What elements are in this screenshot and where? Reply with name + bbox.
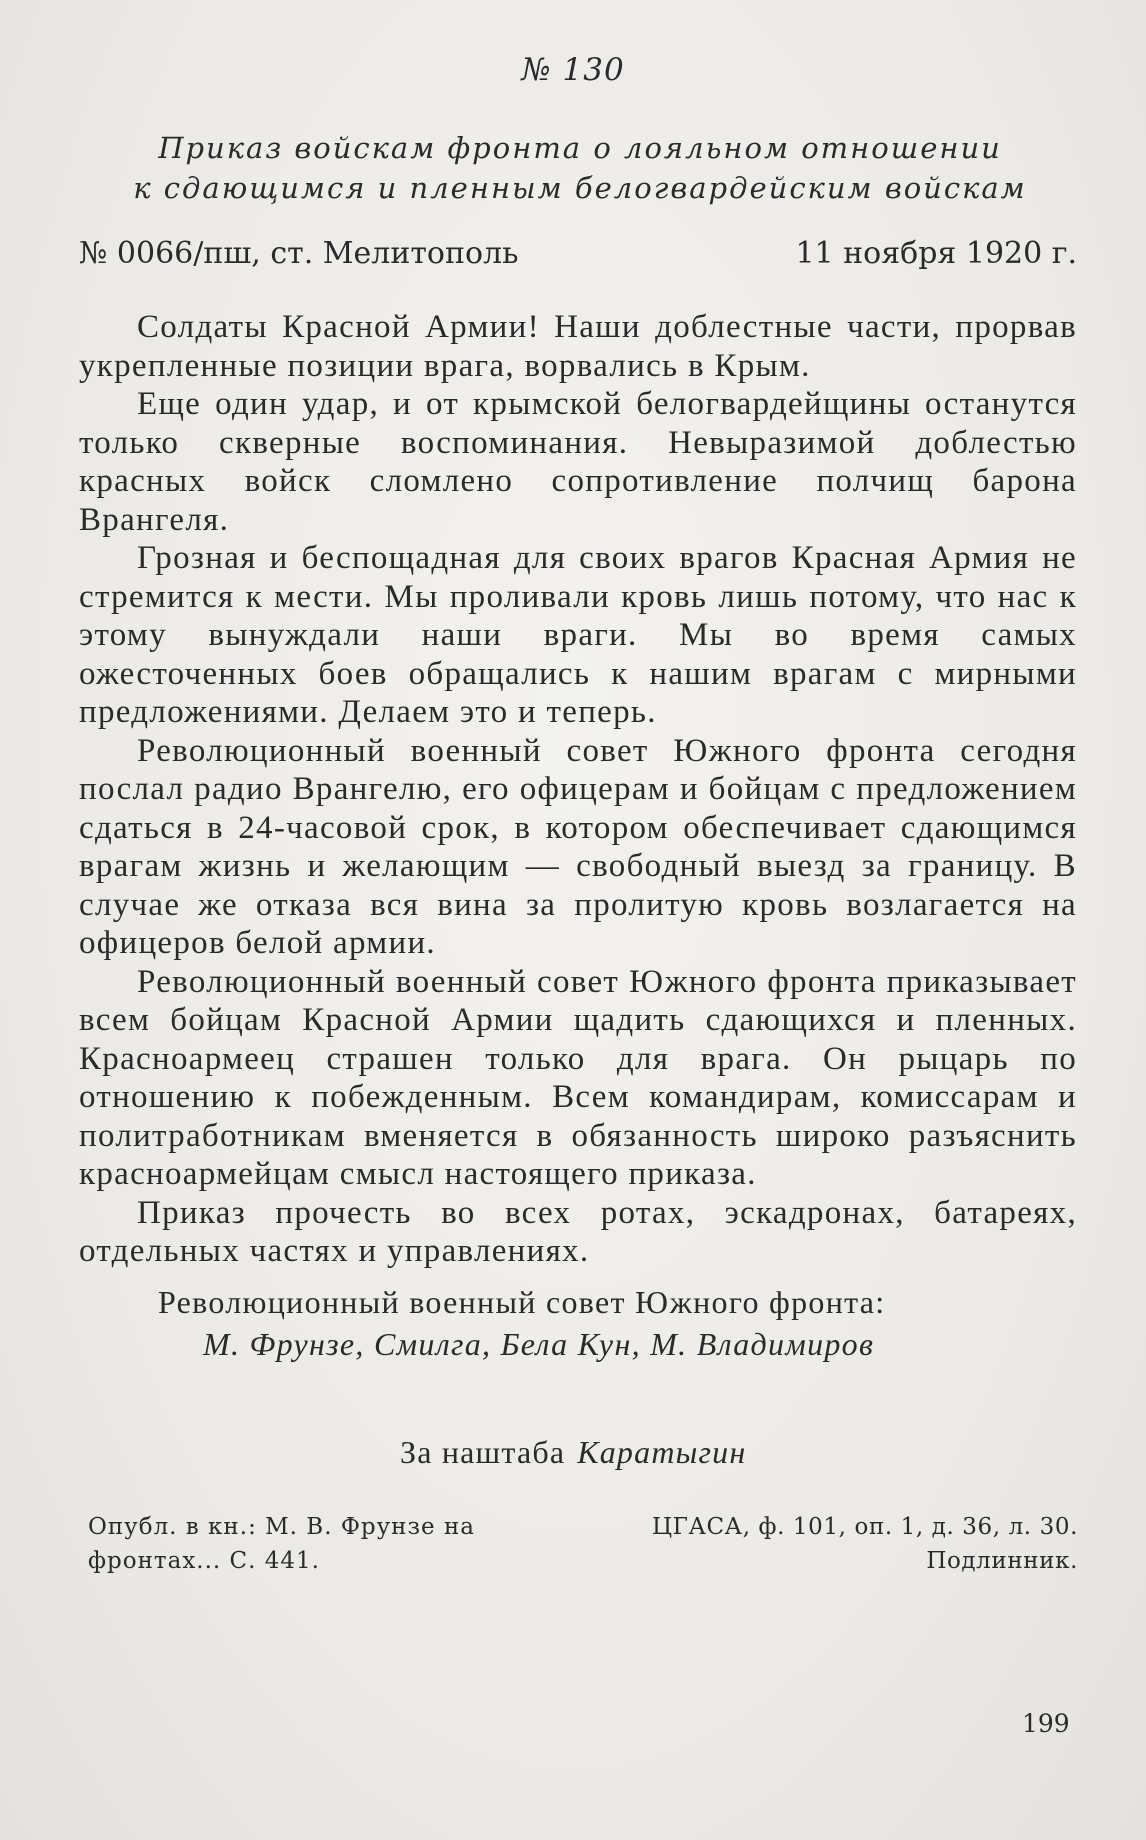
chief-of-staff-name: Каратыгин [577, 1434, 747, 1470]
paragraph: Революционный военный совет Южного фронта сегодня послал радио Врангелю, его офицерам и бойцам с предложением сдаться в 24-часовой срок, в котором обеспечивает сдающимся врагам жизнь и желающим — свободный выезд за границу. В случае же отказа вся вина за пролитую кровь возлагается на офицеров белой армии. [79, 732, 1077, 961]
signature-council: Революционный военный совет Южного фронта: [158, 1284, 886, 1320]
paragraph: Грозная и беспощадная для своих врагов Красная Армия не стремится к мести. Мы проливали кровь лишь потому, что нас к этому вынуждали наши враги. Мы во время самых ожесточенных боев обращались к нашим врагам с мирными предложениями. Делаем это и теперь. [79, 540, 1077, 730]
paragraph: Еще один удар, и от крымской белогвардейщины останутся только скверные воспоминания. Невыразимой доблестью красных войск сломлено сопротивление полчищ барона Врангеля. [79, 386, 1077, 538]
page-number: 199 [1022, 1709, 1070, 1738]
document-title [80, 128, 1080, 208]
order-header [79, 236, 1077, 271]
signature-names: М. Фрунзе, Смилга, Бела Кун, М. Владимиров [203, 1326, 875, 1362]
order-date: 11 ноября 1920 г. [795, 236, 1077, 271]
paragraph: Революционный военный совет Южного фронта приказывает всем бойцам Красной Армии щадить сдающихся и пленных. Красноармеец страшен только для врага. Он рыцарь по отношению к побежденным. Всем командирам, комиссарам и политработникам вменяется в обязанность широко разъяснить красноармейцам смысл настоящего приказа. [79, 963, 1077, 1192]
paragraph: Солдаты Красной Армии! Наши доблестные части, прорвав укрепленные позиции врага, ворвались в Крым. [79, 309, 1077, 384]
order-number-place: № 0066/пш, ст. Мелитополь [79, 236, 519, 271]
document-number: № 130 [521, 52, 625, 88]
title-line-2: к сдающимся и пленным белогвардейским войскам [133, 171, 1027, 205]
archive-source: ЦГАСА, ф. 101, оп. 1, д. 36, л. 30. Подлинник. [651, 1514, 1078, 1574]
chief-of-staff-line [400, 1434, 746, 1471]
publication-source: Опубл. в кн.: М. В. Фрунзе на фронтах... С. 441. [88, 1514, 476, 1574]
title-line-1: Приказ войскам фронта о лояльном отношении [158, 131, 1002, 165]
order-body [79, 308, 1077, 1271]
signature-block [0, 1281, 1146, 1365]
chief-of-staff-label: За наштаба [400, 1434, 566, 1470]
paragraph: Приказ прочесть во всех ротах, эскадронах, батареях, отдельных частях и управлениях. [79, 1194, 1077, 1269]
